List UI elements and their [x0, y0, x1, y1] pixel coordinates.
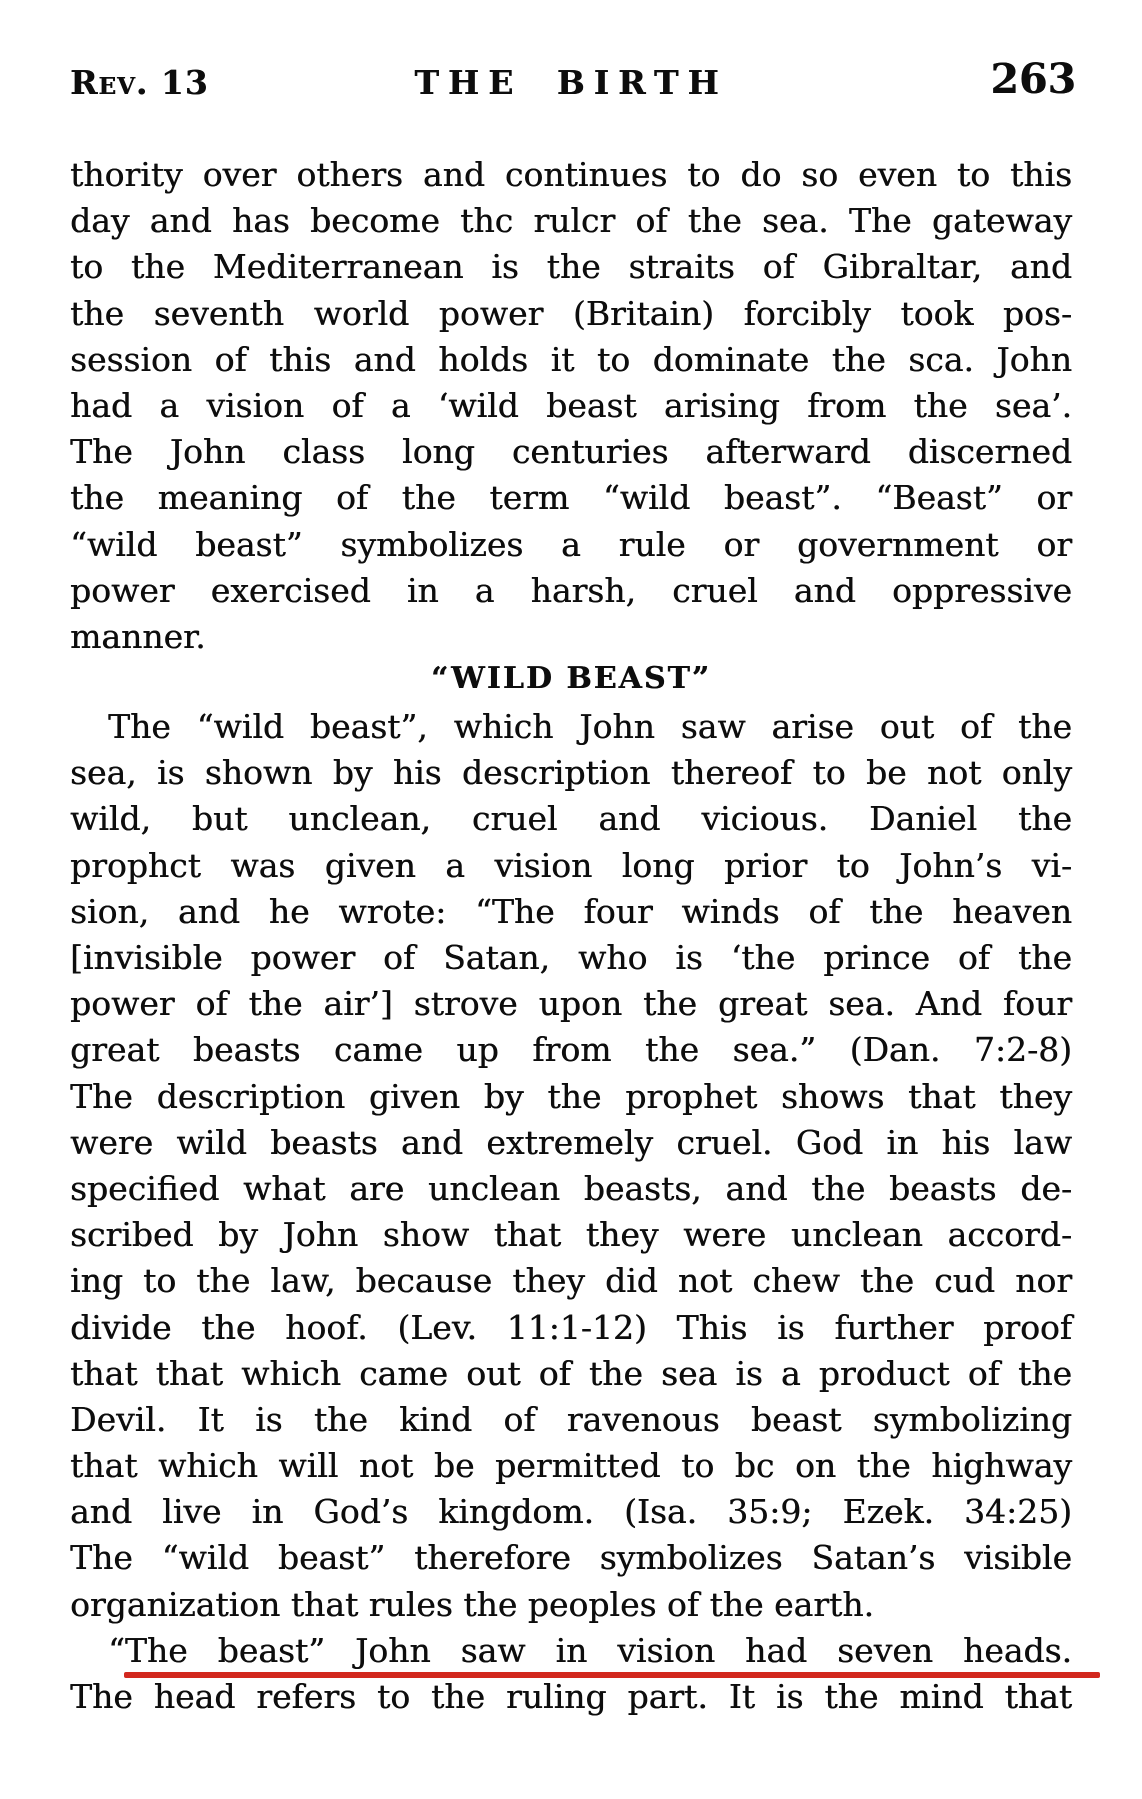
body-line: The “wild beast”, which John saw arise out of the [108, 707, 1072, 747]
body-line: The John class long centuries afterward discerned [70, 432, 1072, 472]
body-line: thority over others and continues to do so even to this [70, 155, 1072, 194]
paragraph-3 [70, 1628, 1072, 1720]
body-line: [invisible power of Satan, who is ‘the prince of the [70, 938, 1072, 977]
paragraph-1 [70, 152, 1072, 660]
body-line: The description given by the prophet shows that they [70, 1076, 1072, 1116]
body-line: sea, is shown by his description thereof to be not only [70, 753, 1072, 793]
body-line: the seventh world power (Britain) forcibly took pos- [70, 293, 1072, 333]
underlined-sentence [70, 1628, 1072, 1674]
body-line: manner. [70, 616, 206, 656]
body-line: specified what are unclean beasts, and the beasts de- [70, 1168, 1072, 1208]
body-line: power exercised in a harsh, cruel and oppressive [70, 570, 1072, 610]
body-line: day and has become thc rulcr of the sea. The gateway [70, 201, 1072, 241]
body-line: the meaning of the term “wild beast”. “Beast” or [70, 478, 1072, 518]
body-text [70, 152, 1072, 1720]
body-line: divide the hoof. (Lev. 11:1-12) This is further proof [70, 1307, 1072, 1347]
body-line: wild, but unclean, cruel and vicious. Daniel the [70, 799, 1072, 839]
section-heading: “WILD BEAST” [430, 661, 712, 697]
body-line: sion, and he wrote: “The four winds of the heaven [70, 891, 1072, 931]
body-line: Devil. It is the kind of ravenous beast symbolizing [70, 1399, 1072, 1439]
body-line: organization that rules the peoples of the earth. [70, 1584, 874, 1624]
body-line: had a vision of a ‘wild beast arising from the sea’. [70, 385, 1072, 425]
body-line: to the Mediterranean is the straits of Gibraltar, and [70, 247, 1072, 287]
body-line: that that which came out of the sea is a product of the [70, 1353, 1072, 1393]
body-line: The head refers to the ruling part. It is the mind that [70, 1677, 1072, 1716]
paragraph-2 [70, 704, 1072, 1628]
body-line: “wild beast” symbolizes a rule or government or [70, 524, 1072, 564]
running-head-scripture: Rev. 13 [70, 63, 209, 102]
body-line: and live in God’s kingdom. (Isa. 35:9; Ezek. 34:25) [70, 1492, 1072, 1532]
body-line: great beasts came up from the sea.” (Dan. 7:2-8) [70, 1030, 1072, 1070]
running-head-title: THE BIRTH [414, 63, 728, 102]
body-line: session of this and holds it to dominate the sca. John [70, 339, 1072, 379]
underlined-sentence-text: “The beast” John saw in vision had seven heads. [108, 1630, 1072, 1670]
page-number: 263 [990, 55, 1076, 103]
body-line: scribed by John show that they were unclean accord- [70, 1215, 1072, 1255]
body-line: ing to the law, because they did not chew the cud nor [70, 1261, 1072, 1301]
body-line: were wild beasts and extremely cruel. God in his law [70, 1122, 1072, 1162]
body-line: power of the air’] strove upon the great sea. And four [70, 984, 1072, 1024]
body-line: prophct was given a vision long prior to John’s vi- [70, 845, 1072, 885]
body-line: The “wild beast” therefore symbolizes Satan’s visible [70, 1538, 1072, 1578]
body-line: that which will not be permitted to bc on the highway [70, 1446, 1072, 1486]
